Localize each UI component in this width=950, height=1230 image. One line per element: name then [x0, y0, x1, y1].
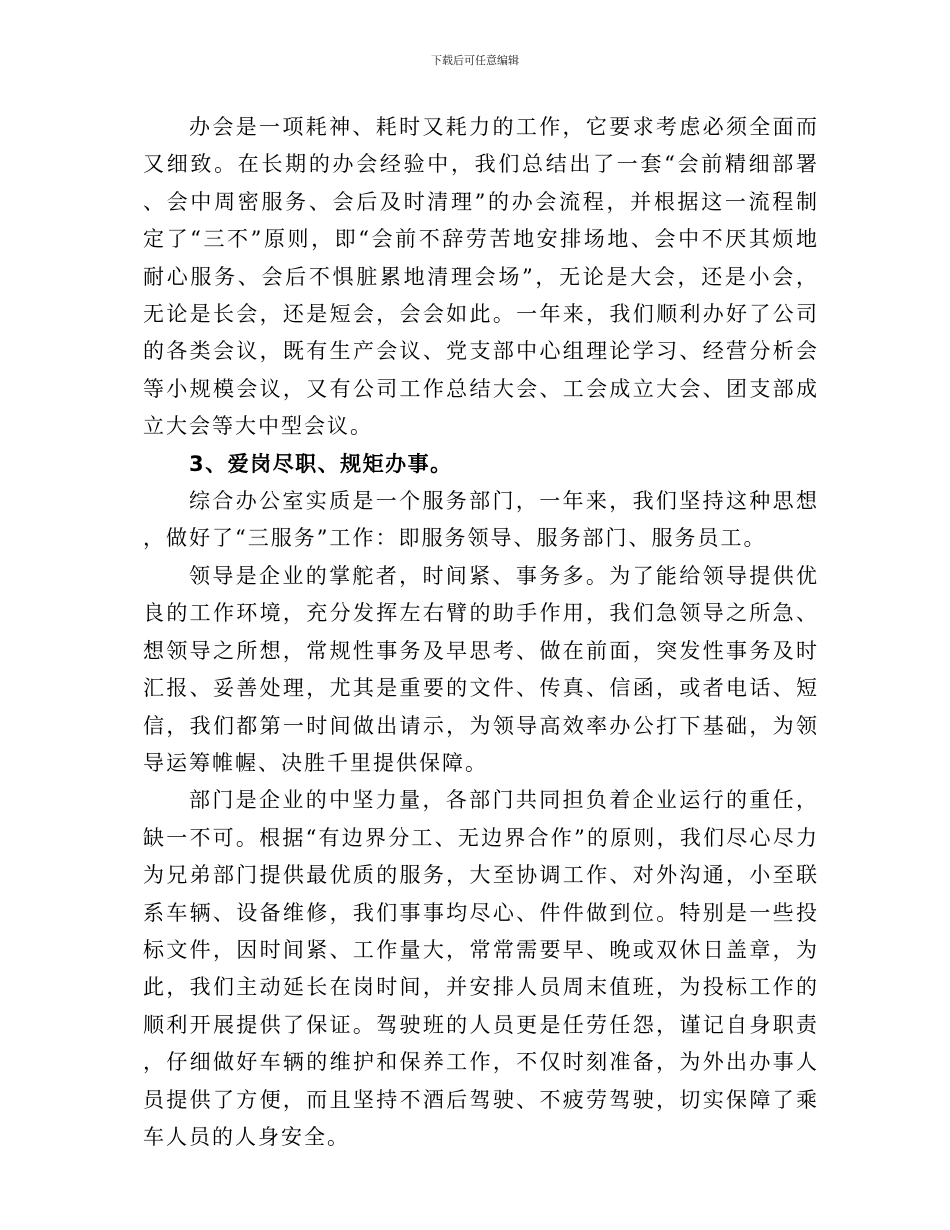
document-body	[143, 109, 819, 1156]
paragraph-serve-leaders: 领导是企业的掌舵者，时间紧、事务多。为了能给领导提供优良的工作环境，充分发挥左右臂的助手作用，我们急领导之所急、想领导之所想，常规性事务及早思考、做在前面，突发性事务及时汇报、妥善处理，尤其是重要的文件、传真、信函，或者电话、短信，我们都第一时间做出请示，为领导高效率办公打下基础，为领导运筹帷幄、决胜千里提供保障。	[143, 563, 819, 775]
section-heading-3: 3、爱岗尽职、规矩办事。	[189, 451, 453, 476]
page-header: 下载后可任意编辑	[431, 54, 519, 67]
paragraph-meeting-work: 办会是一项耗神、耗时又耗力的工作，它要求考虑必须全面而又细致。在长期的办会经验中，我们总结出了一套“会前精细部署、会中周密服务、会后及时清理”的办会流程，并根据这一流程制定了“三不”原则，即“会前不辞劳苦地安排场地、会中不厌其烦地耐心服务、会后不惧脏累地清理会场”，无论是大会，还是小会，无论是长会，还是短会，会会如此。一年来，我们顺利办好了公司的各类会议，既有生产会议、党支部中心组理论学习、经营分析会等小规模会议，又有公司工作总结大会、工会成立大会、团支部成立大会等大中型会议。	[143, 115, 819, 439]
paragraph-three-services: 综合办公室实质是一个服务部门，一年来，我们坚持这种思想，做好了“三服务”工作：即服务领导、服务部门、服务员工。	[143, 489, 819, 551]
paragraph-serve-departments: 部门是企业的中坚力量，各部门共同担负着企业运行的重任，缺一不可。根据“有边界分工、无边界合作”的原则，我们尽心尽力为兄弟部门提供最优质的服务，大至协调工作、对外沟通，小至联系车辆、设备维修，我们事事均尽心、件件做到位。特别是一些投标文件，因时间紧、工作量大，常常需要早、晚或双休日盖章，为此，我们主动延长在岗时间，并安排人员周末值班，为投标工作的顺利开展提供了保证。驾驶班的人员更是任劳任怨，谨记自身职责，仔细做好车辆的维护和保养工作，不仅时刻准备，为外出办事人员提供了方便，而且坚持不酒后驾驶、不疲劳驾驶，切实保障了乘车人员的人身安全。	[143, 788, 819, 1149]
